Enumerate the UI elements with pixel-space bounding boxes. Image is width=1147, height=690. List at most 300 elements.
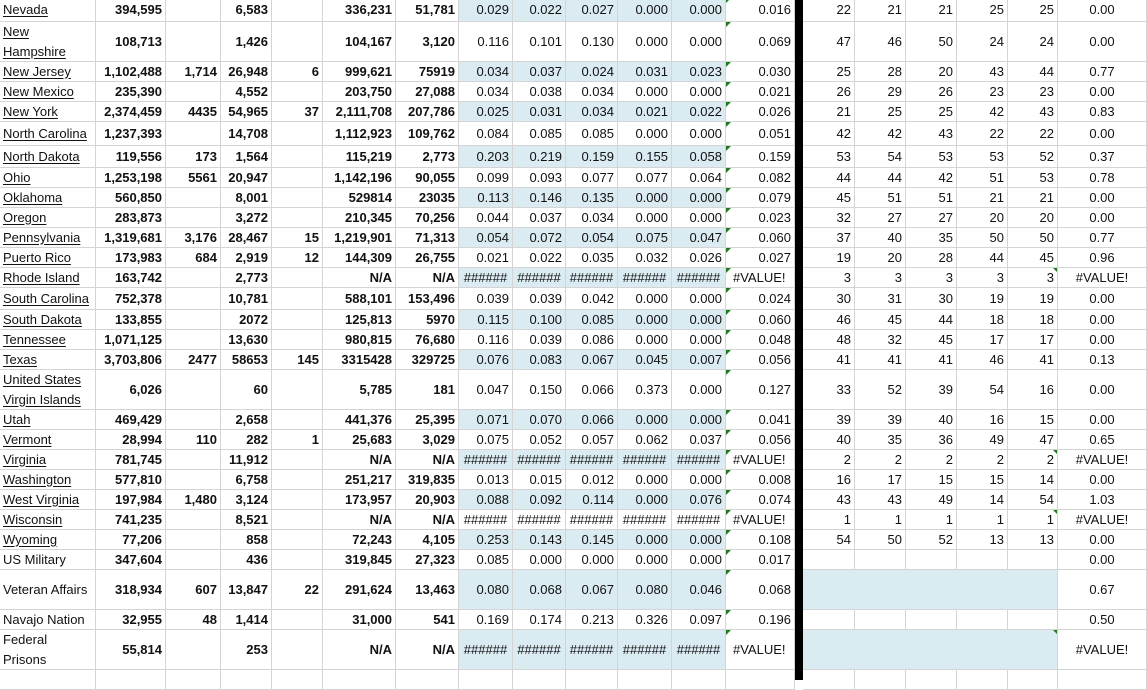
- probable-deaths-cell[interactable]: [272, 550, 323, 570]
- deaths-cell[interactable]: 60: [221, 370, 272, 410]
- rank-cell[interactable]: 35: [855, 430, 906, 450]
- state-name-cell[interactable]: [0, 550, 96, 570]
- rate-cell[interactable]: 0.155: [618, 146, 672, 168]
- rank-cell[interactable]: 15: [957, 470, 1008, 490]
- rank-cell[interactable]: 21: [855, 0, 906, 22]
- rank-cell[interactable]: 16: [957, 410, 1008, 430]
- rank-cell[interactable]: 50: [1008, 228, 1058, 248]
- probable-deaths-cell[interactable]: [272, 530, 323, 550]
- deaths-cell[interactable]: 13,847: [221, 570, 272, 610]
- rank-cell[interactable]: [906, 550, 957, 570]
- rate-cell[interactable]: 0.054: [566, 228, 618, 248]
- rank-cell[interactable]: [855, 570, 906, 610]
- rate-cell[interactable]: 0.000: [672, 410, 726, 430]
- rate-cell[interactable]: ######: [672, 630, 726, 670]
- rate-cell[interactable]: ######: [566, 268, 618, 288]
- rank-cell[interactable]: 51: [957, 168, 1008, 188]
- rate-cell[interactable]: 0.219: [513, 146, 566, 168]
- state-name-cell[interactable]: [0, 610, 96, 630]
- rank-cell[interactable]: 42: [803, 122, 855, 146]
- recovered-cell[interactable]: 144,309: [323, 248, 396, 268]
- rate-cell[interactable]: 0.085: [459, 550, 513, 570]
- rate-cell[interactable]: ######: [618, 268, 672, 288]
- average-rate-cell[interactable]: 0.026: [726, 102, 795, 122]
- recovered-cell[interactable]: 173,957: [323, 490, 396, 510]
- total-cases-cell[interactable]: 6,026: [96, 370, 166, 410]
- average-rate-cell[interactable]: [726, 670, 795, 690]
- rate-cell[interactable]: 0.113: [459, 188, 513, 208]
- rate-cell[interactable]: 0.052: [513, 430, 566, 450]
- rate-cell[interactable]: 0.085: [566, 310, 618, 330]
- average-rate-cell[interactable]: 0.024: [726, 288, 795, 310]
- total-cases-cell[interactable]: 119,556: [96, 146, 166, 168]
- rate-cell[interactable]: 0.038: [513, 82, 566, 102]
- rate-cell[interactable]: ######: [513, 630, 566, 670]
- probable-deaths-cell[interactable]: [272, 450, 323, 470]
- rank-cell[interactable]: 25: [957, 0, 1008, 22]
- rate-cell[interactable]: 0.032: [618, 248, 672, 268]
- average-rate-cell[interactable]: 0.051: [726, 122, 795, 146]
- rate-cell[interactable]: 0.072: [513, 228, 566, 248]
- rate-cell[interactable]: 0.000: [618, 0, 672, 22]
- active-cell[interactable]: 76,680: [396, 330, 459, 350]
- rate-cell[interactable]: 0.253: [459, 530, 513, 550]
- recovered-cell[interactable]: 999,621: [323, 62, 396, 82]
- rate-cell[interactable]: ######: [459, 268, 513, 288]
- rank-cell[interactable]: 42: [906, 168, 957, 188]
- average-rate-cell[interactable]: 0.159: [726, 146, 795, 168]
- active-cell[interactable]: 75919: [396, 62, 459, 82]
- rank-cell[interactable]: 21: [957, 188, 1008, 208]
- probable-deaths-cell[interactable]: [272, 410, 323, 430]
- rank-cell[interactable]: 22: [957, 122, 1008, 146]
- rate-cell[interactable]: 0.037: [513, 208, 566, 228]
- active-cell[interactable]: 70,256: [396, 208, 459, 228]
- deaths-cell[interactable]: 1,414: [221, 610, 272, 630]
- rate-cell[interactable]: 0.080: [618, 570, 672, 610]
- total-cases-cell[interactable]: 752,378: [96, 288, 166, 310]
- rank-cell[interactable]: 2: [957, 450, 1008, 470]
- probable-cases-cell[interactable]: [166, 310, 221, 330]
- rate-cell[interactable]: ######: [672, 268, 726, 288]
- total-cases-cell[interactable]: 235,390: [96, 82, 166, 102]
- rank-cell[interactable]: 45: [1008, 248, 1058, 268]
- rank-cell[interactable]: 23: [1008, 82, 1058, 102]
- rank-cell[interactable]: 42: [957, 102, 1008, 122]
- rank-cell[interactable]: 45: [855, 310, 906, 330]
- active-cell[interactable]: [396, 670, 459, 690]
- rate-cell[interactable]: 0.022: [513, 248, 566, 268]
- probable-cases-cell[interactable]: [166, 122, 221, 146]
- rank-cell[interactable]: [906, 630, 957, 670]
- rank-cell[interactable]: 17: [1008, 330, 1058, 350]
- rank-cell[interactable]: [1008, 670, 1058, 690]
- rate-cell[interactable]: 0.037: [672, 430, 726, 450]
- rank-cell[interactable]: [855, 630, 906, 670]
- recovered-cell[interactable]: 203,750: [323, 82, 396, 102]
- rank-cell[interactable]: [803, 570, 855, 610]
- rate-cell[interactable]: ######: [513, 510, 566, 530]
- rank-cell[interactable]: 54: [1008, 490, 1058, 510]
- rate-cell[interactable]: 0.034: [459, 62, 513, 82]
- rank-cell[interactable]: 33: [803, 370, 855, 410]
- total-cases-cell[interactable]: 1,253,198: [96, 168, 166, 188]
- probable-cases-cell[interactable]: 2477: [166, 350, 221, 370]
- rank-cell[interactable]: 37: [803, 228, 855, 248]
- rate-cell[interactable]: 0.000: [618, 330, 672, 350]
- rank-cell[interactable]: 1: [855, 510, 906, 530]
- recovered-cell[interactable]: 115,219: [323, 146, 396, 168]
- rate-cell[interactable]: 0.092: [513, 490, 566, 510]
- average-rate-cell[interactable]: 0.008: [726, 470, 795, 490]
- rank-cell[interactable]: 46: [855, 22, 906, 62]
- rank-cell[interactable]: 24: [1008, 22, 1058, 62]
- rank-cell[interactable]: [957, 570, 1008, 610]
- deaths-cell[interactable]: 20,947: [221, 168, 272, 188]
- rank-cell[interactable]: [957, 630, 1008, 670]
- rate-cell[interactable]: ######: [672, 450, 726, 470]
- deaths-cell[interactable]: 28,467: [221, 228, 272, 248]
- rate-cell[interactable]: 0.024: [566, 62, 618, 82]
- rate-cell[interactable]: 0.034: [566, 102, 618, 122]
- deaths-cell[interactable]: 8,521: [221, 510, 272, 530]
- deaths-cell[interactable]: 58653: [221, 350, 272, 370]
- rank-cell[interactable]: 27: [906, 208, 957, 228]
- rank-cell[interactable]: 53: [803, 146, 855, 168]
- probable-deaths-cell[interactable]: [272, 630, 323, 670]
- probable-cases-cell[interactable]: [166, 188, 221, 208]
- active-cell[interactable]: 109,762: [396, 122, 459, 146]
- total-cases-cell[interactable]: 394,595: [96, 0, 166, 22]
- active-cell[interactable]: N/A: [396, 268, 459, 288]
- ratio-cell[interactable]: 0.00: [1058, 410, 1147, 430]
- rank-cell[interactable]: 43: [855, 490, 906, 510]
- rate-cell[interactable]: 0.000: [672, 370, 726, 410]
- state-name-cell[interactable]: [0, 510, 96, 530]
- probable-cases-cell[interactable]: 110: [166, 430, 221, 450]
- probable-cases-cell[interactable]: [166, 550, 221, 570]
- rate-cell[interactable]: 0.064: [672, 168, 726, 188]
- rate-cell[interactable]: 0.058: [672, 146, 726, 168]
- rate-cell[interactable]: ######: [459, 450, 513, 470]
- total-cases-cell[interactable]: 741,235: [96, 510, 166, 530]
- rate-cell[interactable]: 0.035: [566, 248, 618, 268]
- rank-cell[interactable]: 20: [855, 248, 906, 268]
- state-name-cell[interactable]: [0, 470, 96, 490]
- active-cell[interactable]: 4,105: [396, 530, 459, 550]
- rank-cell[interactable]: [803, 630, 855, 670]
- rank-cell[interactable]: 52: [855, 370, 906, 410]
- probable-deaths-cell[interactable]: 37: [272, 102, 323, 122]
- probable-cases-cell[interactable]: [166, 330, 221, 350]
- deaths-cell[interactable]: 10,781: [221, 288, 272, 310]
- ratio-cell[interactable]: 0.13: [1058, 350, 1147, 370]
- recovered-cell[interactable]: 5,785: [323, 370, 396, 410]
- rank-cell[interactable]: 29: [855, 82, 906, 102]
- active-cell[interactable]: 319,835: [396, 470, 459, 490]
- average-rate-cell[interactable]: 0.056: [726, 430, 795, 450]
- rank-cell[interactable]: [1008, 630, 1058, 670]
- state-name-cell[interactable]: [0, 530, 96, 550]
- rate-cell[interactable]: 0.000: [618, 310, 672, 330]
- rank-cell[interactable]: 41: [906, 350, 957, 370]
- average-rate-cell[interactable]: #VALUE!: [726, 630, 795, 670]
- state-name-cell[interactable]: [0, 570, 96, 610]
- average-rate-cell[interactable]: 0.030: [726, 62, 795, 82]
- rate-cell[interactable]: 0.023: [672, 62, 726, 82]
- state-name-cell[interactable]: [0, 370, 96, 410]
- total-cases-cell[interactable]: 197,984: [96, 490, 166, 510]
- active-cell[interactable]: 5970: [396, 310, 459, 330]
- rank-cell[interactable]: [855, 670, 906, 690]
- rank-cell[interactable]: 17: [855, 470, 906, 490]
- ratio-cell[interactable]: #VALUE!: [1058, 630, 1147, 670]
- rate-cell[interactable]: ######: [618, 510, 672, 530]
- ratio-cell[interactable]: 1.03: [1058, 490, 1147, 510]
- probable-deaths-cell[interactable]: [272, 330, 323, 350]
- rank-cell[interactable]: [957, 550, 1008, 570]
- rank-cell[interactable]: 43: [1008, 102, 1058, 122]
- rank-cell[interactable]: 3: [957, 268, 1008, 288]
- recovered-cell[interactable]: 1,142,196: [323, 168, 396, 188]
- deaths-cell[interactable]: 2,773: [221, 268, 272, 288]
- rate-cell[interactable]: 0.007: [672, 350, 726, 370]
- average-rate-cell[interactable]: 0.079: [726, 188, 795, 208]
- total-cases-cell[interactable]: 1,237,393: [96, 122, 166, 146]
- rate-cell[interactable]: 0.000: [672, 470, 726, 490]
- rate-cell[interactable]: 0.000: [672, 530, 726, 550]
- rank-cell[interactable]: 45: [906, 330, 957, 350]
- recovered-cell[interactable]: 251,217: [323, 470, 396, 490]
- rank-cell[interactable]: 44: [1008, 62, 1058, 82]
- rank-cell[interactable]: 25: [803, 62, 855, 82]
- rank-cell[interactable]: [855, 610, 906, 630]
- probable-deaths-cell[interactable]: [272, 22, 323, 62]
- rank-cell[interactable]: 3: [855, 268, 906, 288]
- rank-cell[interactable]: 22: [803, 0, 855, 22]
- rate-cell[interactable]: 0.099: [459, 168, 513, 188]
- active-cell[interactable]: 26,755: [396, 248, 459, 268]
- rank-cell[interactable]: 26: [906, 82, 957, 102]
- deaths-cell[interactable]: 2,658: [221, 410, 272, 430]
- rank-cell[interactable]: 14: [1008, 470, 1058, 490]
- rank-cell[interactable]: 14: [957, 490, 1008, 510]
- probable-cases-cell[interactable]: [166, 450, 221, 470]
- rank-cell[interactable]: 31: [855, 288, 906, 310]
- rank-cell[interactable]: 21: [906, 0, 957, 22]
- rank-cell[interactable]: 30: [803, 288, 855, 310]
- probable-deaths-cell[interactable]: [272, 268, 323, 288]
- probable-deaths-cell[interactable]: 6: [272, 62, 323, 82]
- rate-cell[interactable]: 0.066: [566, 410, 618, 430]
- total-cases-cell[interactable]: 1,319,681: [96, 228, 166, 248]
- rank-cell[interactable]: 43: [957, 62, 1008, 82]
- rank-cell[interactable]: 41: [1008, 350, 1058, 370]
- deaths-cell[interactable]: 2,919: [221, 248, 272, 268]
- rate-cell[interactable]: 0.077: [618, 168, 672, 188]
- rate-cell[interactable]: 0.084: [459, 122, 513, 146]
- rate-cell[interactable]: 0.066: [566, 370, 618, 410]
- ratio-cell[interactable]: 0.37: [1058, 146, 1147, 168]
- rate-cell[interactable]: 0.044: [459, 208, 513, 228]
- rank-cell[interactable]: 40: [803, 430, 855, 450]
- ratio-cell[interactable]: 0.00: [1058, 208, 1147, 228]
- deaths-cell[interactable]: 6,758: [221, 470, 272, 490]
- rate-cell[interactable]: 0.000: [672, 330, 726, 350]
- deaths-cell[interactable]: 3,272: [221, 208, 272, 228]
- recovered-cell[interactable]: 529814: [323, 188, 396, 208]
- recovered-cell[interactable]: 210,345: [323, 208, 396, 228]
- active-cell[interactable]: 20,903: [396, 490, 459, 510]
- rate-cell[interactable]: 0.075: [459, 430, 513, 450]
- average-rate-cell[interactable]: 0.021: [726, 82, 795, 102]
- active-cell[interactable]: 153,496: [396, 288, 459, 310]
- rank-cell[interactable]: 52: [1008, 146, 1058, 168]
- rate-cell[interactable]: 0.027: [566, 0, 618, 22]
- active-cell[interactable]: 23035: [396, 188, 459, 208]
- rank-cell[interactable]: 49: [957, 430, 1008, 450]
- total-cases-cell[interactable]: 173,983: [96, 248, 166, 268]
- average-rate-cell[interactable]: 0.127: [726, 370, 795, 410]
- deaths-cell[interactable]: 14,708: [221, 122, 272, 146]
- ratio-cell[interactable]: 0.77: [1058, 62, 1147, 82]
- rate-cell[interactable]: 0.101: [513, 22, 566, 62]
- rate-cell[interactable]: 0.100: [513, 310, 566, 330]
- rate-cell[interactable]: 0.034: [459, 82, 513, 102]
- rate-cell[interactable]: [513, 670, 566, 690]
- recovered-cell[interactable]: 319,845: [323, 550, 396, 570]
- total-cases-cell[interactable]: 1,071,125: [96, 330, 166, 350]
- deaths-cell[interactable]: 6,583: [221, 0, 272, 22]
- rank-cell[interactable]: [1008, 550, 1058, 570]
- total-cases-cell[interactable]: 469,429: [96, 410, 166, 430]
- rate-cell[interactable]: 0.042: [566, 288, 618, 310]
- state-name-cell[interactable]: [0, 0, 96, 22]
- rate-cell[interactable]: 0.000: [672, 0, 726, 22]
- active-cell[interactable]: 27,323: [396, 550, 459, 570]
- total-cases-cell[interactable]: 2,374,459: [96, 102, 166, 122]
- probable-deaths-cell[interactable]: [272, 310, 323, 330]
- rank-cell[interactable]: 36: [906, 430, 957, 450]
- rate-cell[interactable]: 0.097: [672, 610, 726, 630]
- rank-cell[interactable]: 48: [803, 330, 855, 350]
- deaths-cell[interactable]: 2072: [221, 310, 272, 330]
- active-cell[interactable]: 207,786: [396, 102, 459, 122]
- total-cases-cell[interactable]: 781,745: [96, 450, 166, 470]
- rate-cell[interactable]: 0.076: [672, 490, 726, 510]
- rate-cell[interactable]: 0.145: [566, 530, 618, 550]
- rate-cell[interactable]: 0.000: [618, 470, 672, 490]
- rank-cell[interactable]: 39: [803, 410, 855, 430]
- rate-cell[interactable]: 0.037: [513, 62, 566, 82]
- rate-cell[interactable]: 0.045: [618, 350, 672, 370]
- rank-cell[interactable]: 47: [1008, 430, 1058, 450]
- rank-cell[interactable]: 39: [855, 410, 906, 430]
- rate-cell[interactable]: 0.130: [566, 22, 618, 62]
- probable-deaths-cell[interactable]: [272, 168, 323, 188]
- total-cases-cell[interactable]: 347,604: [96, 550, 166, 570]
- rate-cell[interactable]: ######: [459, 510, 513, 530]
- state-name-cell[interactable]: [0, 310, 96, 330]
- rank-cell[interactable]: 1: [957, 510, 1008, 530]
- rate-cell[interactable]: 0.000: [618, 22, 672, 62]
- ratio-cell[interactable]: 0.00: [1058, 0, 1147, 22]
- rate-cell[interactable]: 0.067: [566, 350, 618, 370]
- rank-cell[interactable]: 19: [1008, 288, 1058, 310]
- rate-cell[interactable]: 0.213: [566, 610, 618, 630]
- rate-cell[interactable]: ######: [566, 450, 618, 470]
- rank-cell[interactable]: 32: [855, 330, 906, 350]
- rank-cell[interactable]: 44: [906, 310, 957, 330]
- rate-cell[interactable]: 0.326: [618, 610, 672, 630]
- rate-cell[interactable]: 0.373: [618, 370, 672, 410]
- rank-cell[interactable]: 43: [803, 490, 855, 510]
- rank-cell[interactable]: 13: [1008, 530, 1058, 550]
- rate-cell[interactable]: 0.115: [459, 310, 513, 330]
- rank-cell[interactable]: 32: [803, 208, 855, 228]
- average-rate-cell[interactable]: 0.082: [726, 168, 795, 188]
- rate-cell[interactable]: 0.000: [618, 530, 672, 550]
- rate-cell[interactable]: ######: [672, 510, 726, 530]
- probable-deaths-cell[interactable]: 145: [272, 350, 323, 370]
- rank-cell[interactable]: [803, 550, 855, 570]
- rate-cell[interactable]: 0.000: [618, 188, 672, 208]
- probable-cases-cell[interactable]: [166, 630, 221, 670]
- average-rate-cell[interactable]: 0.060: [726, 228, 795, 248]
- active-cell[interactable]: 90,055: [396, 168, 459, 188]
- ratio-cell[interactable]: 0.67: [1058, 570, 1147, 610]
- state-name-cell[interactable]: [0, 188, 96, 208]
- rank-cell[interactable]: 21: [1008, 188, 1058, 208]
- average-rate-cell[interactable]: 0.074: [726, 490, 795, 510]
- rate-cell[interactable]: 0.034: [566, 82, 618, 102]
- rate-cell[interactable]: 0.000: [672, 288, 726, 310]
- probable-deaths-cell[interactable]: [272, 208, 323, 228]
- total-cases-cell[interactable]: 28,994: [96, 430, 166, 450]
- rank-cell[interactable]: 2: [906, 450, 957, 470]
- ratio-cell[interactable]: #VALUE!: [1058, 510, 1147, 530]
- state-name-cell[interactable]: [0, 350, 96, 370]
- ratio-cell[interactable]: 0.00: [1058, 122, 1147, 146]
- rate-cell[interactable]: 0.169: [459, 610, 513, 630]
- rate-cell[interactable]: 0.000: [618, 122, 672, 146]
- probable-deaths-cell[interactable]: [272, 122, 323, 146]
- rank-cell[interactable]: 30: [906, 288, 957, 310]
- deaths-cell[interactable]: 11,912: [221, 450, 272, 470]
- rank-cell[interactable]: 1: [1008, 510, 1058, 530]
- rate-cell[interactable]: ######: [618, 630, 672, 670]
- rate-cell[interactable]: 0.022: [513, 0, 566, 22]
- rate-cell[interactable]: 0.150: [513, 370, 566, 410]
- rate-cell[interactable]: 0.012: [566, 470, 618, 490]
- rank-cell[interactable]: 53: [957, 146, 1008, 168]
- rate-cell[interactable]: 0.015: [513, 470, 566, 490]
- ratio-cell[interactable]: 0.00: [1058, 550, 1147, 570]
- rate-cell[interactable]: 0.116: [459, 22, 513, 62]
- rank-cell[interactable]: 28: [855, 62, 906, 82]
- total-cases-cell[interactable]: 283,873: [96, 208, 166, 228]
- deaths-cell[interactable]: 3,124: [221, 490, 272, 510]
- probable-deaths-cell[interactable]: [272, 0, 323, 22]
- recovered-cell[interactable]: [323, 670, 396, 690]
- state-name-cell[interactable]: [0, 288, 96, 310]
- rank-cell[interactable]: 15: [1008, 410, 1058, 430]
- rate-cell[interactable]: 0.077: [566, 168, 618, 188]
- rate-cell[interactable]: [672, 670, 726, 690]
- rate-cell[interactable]: 0.013: [459, 470, 513, 490]
- active-cell[interactable]: 27,088: [396, 82, 459, 102]
- average-rate-cell[interactable]: 0.048: [726, 330, 795, 350]
